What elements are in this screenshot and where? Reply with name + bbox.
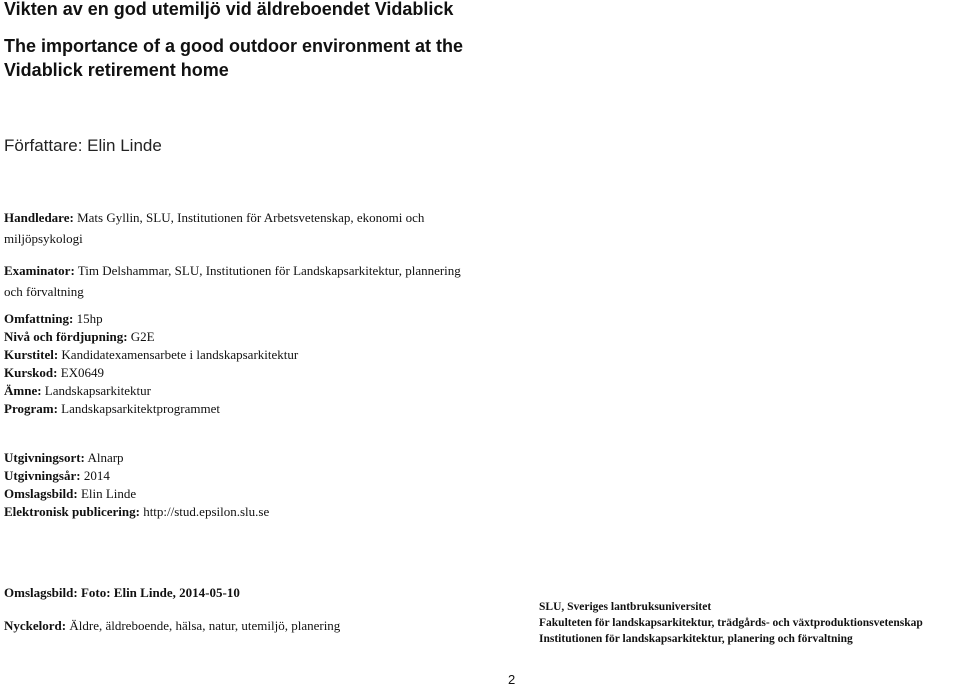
publication-row: Utgivningsort: Alnarp bbox=[4, 450, 124, 465]
supervisor-block bbox=[4, 207, 464, 249]
course-info bbox=[4, 310, 298, 418]
cover-photo-credit: Omslagsbild: Foto: Elin Linde, 2014-05-10 bbox=[4, 585, 240, 600]
university-name: SLU, Sveriges lantbruksuniversitet bbox=[539, 601, 712, 613]
faculty-name: Fakulteten för landskapsarkitektur, trädgårds- och växtproduktionsvetenskap bbox=[539, 617, 923, 629]
examiner-value: Tim Delshammar, SLU, Institutionen för Landskapsarkitektur, plannering och förvaltning bbox=[4, 263, 461, 299]
examiner-block bbox=[4, 260, 464, 302]
department-name: Institutionen för landskapsarkitektur, planering och förvaltning bbox=[539, 633, 853, 645]
keywords: Nyckelord: Äldre, äldreboende, hälsa, natur, utemiljö, planering bbox=[4, 618, 341, 633]
english-title: The importance of a good outdoor environment at the Vidablick retirement home bbox=[4, 36, 464, 80]
course-row: Omfattning: 15hp bbox=[4, 311, 103, 326]
course-row: Kurskod: EX0649 bbox=[4, 365, 105, 380]
author: Författare: Elin Linde bbox=[4, 136, 162, 155]
course-row: Nivå och fördjupning: G2E bbox=[4, 329, 155, 344]
swedish-title: Vikten av en god utemiljö vid äldreboendet Vidablick bbox=[4, 0, 454, 19]
publication-info bbox=[4, 449, 269, 521]
course-row: Program: Landskapsarkitektprogrammet bbox=[4, 401, 220, 416]
examiner-label: Examinator: bbox=[4, 263, 75, 278]
course-row: Kurstitel: Kandidatexamensarbete i landskapsarkitektur bbox=[4, 347, 299, 362]
course-row: Ämne: Landskapsarkitektur bbox=[4, 383, 151, 398]
supervisor-value: Mats Gyllin, SLU, Institutionen för Arbetsvetenskap, ekonomi och miljöpsykologi bbox=[4, 210, 425, 246]
supervisor-label: Handledare: bbox=[4, 210, 74, 225]
publication-link[interactable]: http://stud.epsilon.slu.se bbox=[143, 504, 270, 519]
publication-row: Utgivningsår: 2014 bbox=[4, 468, 110, 483]
publication-row: Omslagsbild: Elin Linde bbox=[4, 486, 137, 501]
page-number: 2 bbox=[508, 672, 516, 687]
publication-row: Elektronisk publicering: http://stud.epsilon.slu.se bbox=[4, 504, 270, 519]
